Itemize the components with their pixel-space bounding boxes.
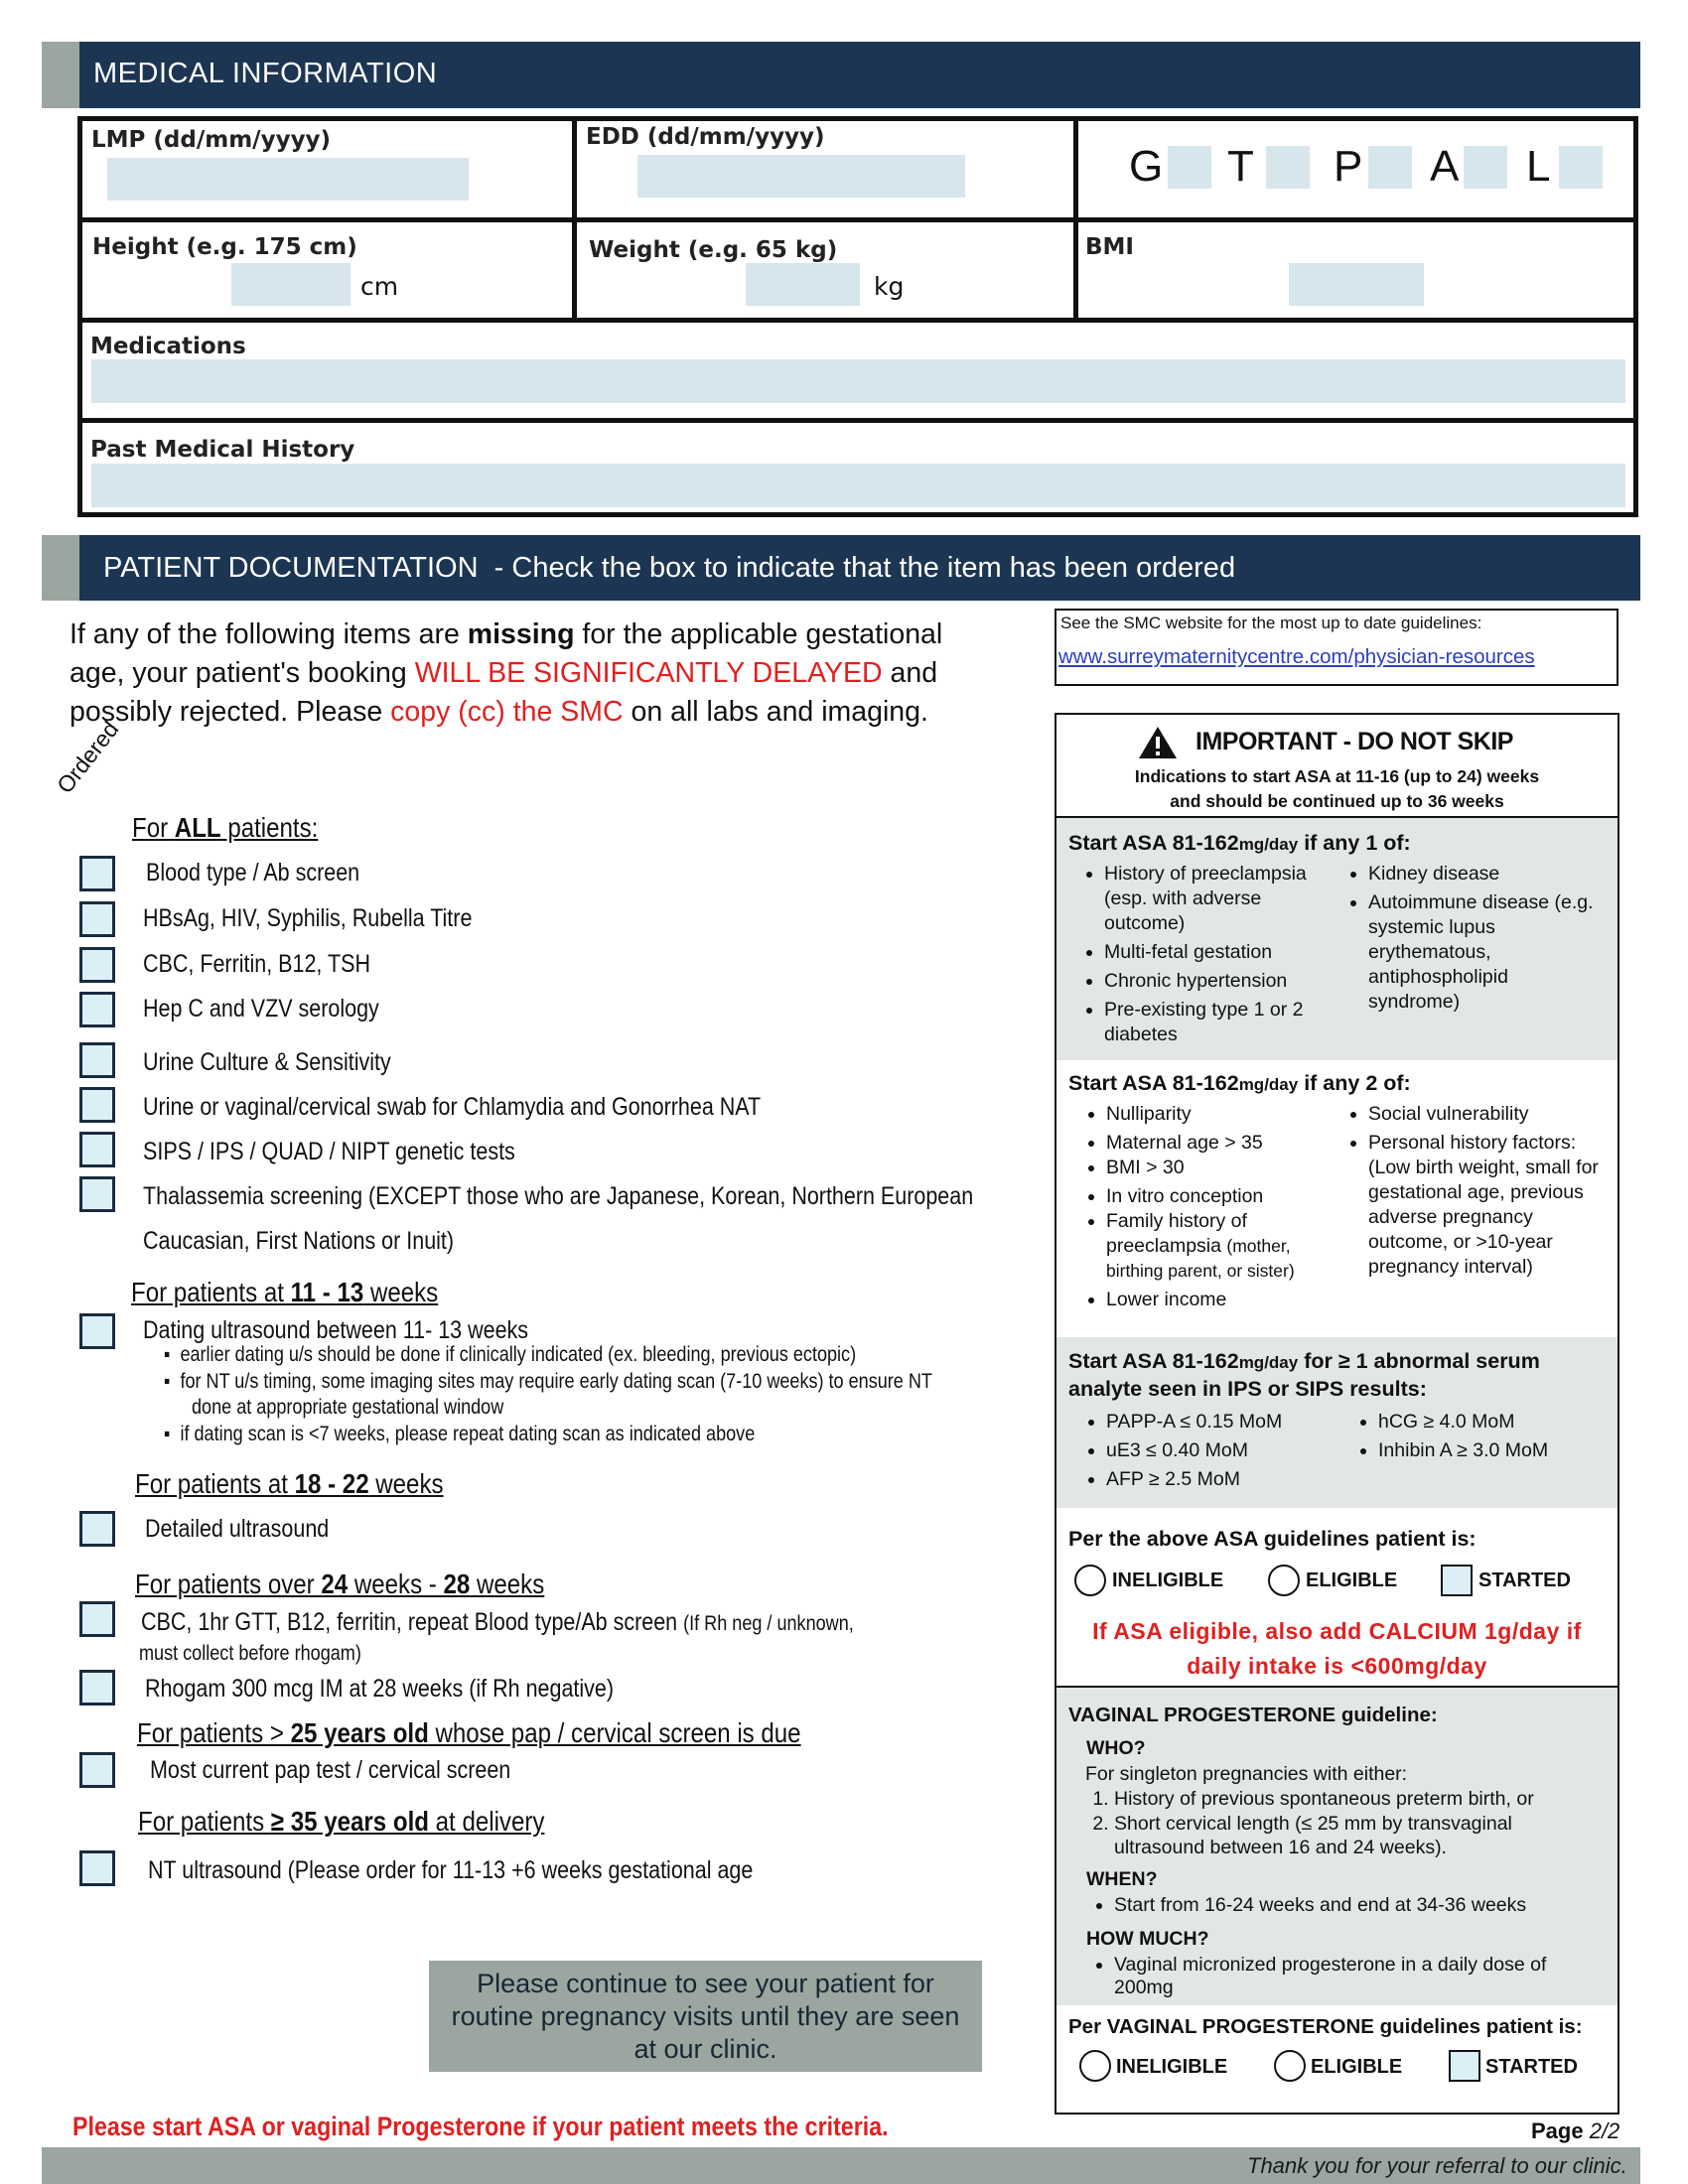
- intro-3c: on all labs and imaging.: [623, 696, 928, 728]
- calcium-note: If ASA eligible, also add CALCIUM 1g/day if daily intake is <600mg/day: [1092, 1618, 1582, 1679]
- list-item: • Kidney disease: [1368, 862, 1605, 887]
- prog-status-title: Per VAGINAL PROGESTERONE guidelines patient is:: [1068, 2015, 1583, 2038]
- asa3-left-list: [1084, 1410, 1342, 1496]
- intro-2b: WILL BE SIGNIFICANTLY DELAYED: [414, 657, 883, 689]
- who-list: [1086, 1787, 1608, 1859]
- list-item: • Autoimmune disease (e.g. systemic lupus erythematous, antiphospholipid syndrome): [1368, 890, 1605, 1015]
- section-all-patients: For ALL patients:: [132, 812, 319, 843]
- medications-input[interactable]: [91, 359, 1625, 403]
- intro-1a: If any of the following items are: [70, 618, 468, 650]
- smc-website-link[interactable]: www.surreymaternitycentre.com/physician-resources: [1058, 645, 1535, 668]
- prog-eligible-radio[interactable]: [1274, 2050, 1306, 2082]
- checkbox-thalassemia[interactable]: [79, 1176, 115, 1212]
- asa-eligible-label: ELIGIBLE: [1306, 1570, 1398, 1591]
- gtpal-p-label: P: [1334, 142, 1363, 191]
- edd-label: EDD (dd/mm/yyyy): [586, 124, 825, 150]
- asa2-left-list: [1084, 1102, 1333, 1316]
- divider: [79, 318, 1636, 323]
- gtpal-a-label: A: [1430, 142, 1460, 191]
- asa2-right-list: [1346, 1102, 1607, 1284]
- checkbox-genetic-tests[interactable]: [79, 1132, 115, 1167]
- divider: [79, 217, 1636, 222]
- weight-unit: kg: [874, 272, 905, 301]
- important-sub2: and should be continued up to 36 weeks: [1170, 791, 1504, 811]
- asa3-title: Start ASA 81-162mg/day for ≥ 1 abnormal serum analyte seen in IPS or SIPS results:: [1068, 1349, 1540, 1401]
- dating-bullet-2: ▪ for NT u/s timing, some imaging sites may require early dating scan (7-10 weeks) to ensure NT: [164, 1370, 932, 1393]
- list-item: • PAPP-A ≤ 0.15 MoM: [1106, 1410, 1342, 1434]
- asa-started-label: STARTED: [1478, 1570, 1571, 1591]
- checkbox-blood-type[interactable]: [79, 856, 115, 891]
- item-pap-test: Most current pap test / cervical screen: [150, 1756, 511, 1784]
- checkbox-urine-culture[interactable]: [79, 1042, 115, 1078]
- list-item: • AFP ≥ 2.5 MoM: [1106, 1467, 1342, 1492]
- gtpal-g-label: G: [1129, 142, 1164, 191]
- list-item: • Inhibin A ≥ 3.0 MoM: [1378, 1438, 1605, 1463]
- item-thalassemia: Thalassemia screening (EXCEPT those who are Japanese, Korean, Northern European: [143, 1182, 974, 1210]
- list-item: • uE3 ≤ 0.40 MoM: [1106, 1438, 1342, 1463]
- section-18-22-weeks: For patients at 18 - 22 weeks: [135, 1468, 444, 1499]
- divider: [1056, 1686, 1618, 1688]
- checkbox-hepc[interactable]: [79, 992, 115, 1027]
- checkbox-rhogam[interactable]: [79, 1670, 115, 1706]
- height-unit: cm: [360, 272, 399, 301]
- prog-started-checkbox[interactable]: [1449, 2050, 1480, 2082]
- lmp-label: LMP (dd/mm/yyyy): [91, 127, 332, 153]
- prog-title: VAGINAL PROGESTERONE guideline:: [1068, 1704, 1438, 1726]
- item-nt-ultrasound: NT ultrasound (Please order for 11-13 +6 weeks gestational age: [148, 1856, 754, 1884]
- intro-2c: and: [882, 657, 938, 689]
- ordered-label: Ordered: [52, 716, 124, 799]
- asa-status-title: Per the above ASA guidelines patient is:: [1068, 1527, 1477, 1551]
- checkbox-cbc[interactable]: [79, 947, 115, 983]
- footer-thanks: Thank you for your referral to our clinic.: [1247, 2153, 1627, 2178]
- list-item: • Family history of preeclampsia (mother, birthing parent, or sister): [1106, 1209, 1333, 1284]
- list-item: 2. Short cervical length (≤ 25 mm by transvaginal ultrasound between 16 and 24 weeks).: [1114, 1812, 1608, 1859]
- checkbox-cbc-gtt[interactable]: [79, 1601, 115, 1637]
- documentation-header-main: PATIENT DOCUMENTATION: [103, 552, 479, 584]
- height-input[interactable]: [231, 263, 351, 306]
- edd-input[interactable]: [637, 155, 965, 198]
- howmuch-list: [1092, 1954, 1589, 2003]
- item-detailed-ultrasound: Detailed ultrasound: [145, 1515, 330, 1543]
- gtpal-t-label: T: [1227, 142, 1254, 191]
- documentation-header-title: [103, 552, 1235, 585]
- divider: [1073, 118, 1078, 319]
- checkbox-dating-ultrasound[interactable]: [79, 1313, 115, 1349]
- bmi-label: BMI: [1085, 234, 1134, 260]
- item-urine-culture: Urine Culture & Sensitivity: [143, 1048, 391, 1076]
- when-label: WHEN?: [1086, 1868, 1158, 1890]
- divider: [79, 418, 1636, 423]
- gtpal-t-input[interactable]: [1266, 146, 1310, 189]
- asa1-left-list: [1082, 862, 1331, 1051]
- lmp-input[interactable]: [107, 158, 469, 201]
- page-number: Page 2/2: [1531, 2118, 1620, 2143]
- gtpal-p-input[interactable]: [1368, 146, 1412, 189]
- weight-input[interactable]: [746, 263, 860, 306]
- important-title: IMPORTANT - DO NOT SKIP: [1196, 728, 1513, 755]
- item-dating-ultrasound: Dating ultrasound between 11- 13 weeks: [143, 1316, 529, 1344]
- intro-3a: possibly rejected. Please: [70, 696, 391, 728]
- asa2-title: Start ASA 81-162mg/day if any 2 of:: [1068, 1071, 1411, 1095]
- asa1-right-list: [1346, 862, 1605, 1019]
- list-item: • Multi-fetal gestation: [1104, 940, 1331, 965]
- item-cbc-gtt: CBC, 1hr GTT, B12, ferritin, repeat Blood type/Ab screen (If Rh neg / unknown,: [141, 1608, 854, 1636]
- checkbox-pap-test[interactable]: [79, 1752, 115, 1788]
- prog-ineligible-label: INELIGIBLE: [1116, 2056, 1228, 2078]
- list-item: • Nulliparity: [1106, 1102, 1333, 1127]
- medical-header-title: MEDICAL INFORMATION: [93, 58, 438, 89]
- documentation-header-note: - Check the box to indicate that the item has been ordered: [493, 552, 1236, 584]
- who-text: For singleton pregnancies with either:: [1085, 1763, 1408, 1785]
- intro-2a: age, your patient's booking: [70, 657, 415, 689]
- pmh-input[interactable]: [91, 464, 1625, 507]
- gtpal-l-label: L: [1526, 142, 1551, 191]
- intro-1b: missing: [467, 618, 575, 650]
- list-item: • Personal history factors: (Low birth weight, small for gestational age, previous adverse pregnancy outcome, or >10-year pregnancy interval): [1368, 1131, 1607, 1280]
- list-item: 1. History of previous spontaneous preterm birth, or: [1114, 1787, 1608, 1812]
- asa-ineligible-radio[interactable]: [1074, 1565, 1106, 1596]
- section-11-13-weeks: For patients at 11 - 13 weeks: [131, 1277, 439, 1307]
- list-item: • In vitro conception: [1106, 1184, 1333, 1209]
- bottom-warning: Please start ASA or vaginal Progesterone if your patient meets the criteria.: [72, 2112, 889, 2141]
- when-list: [1092, 1893, 1609, 1922]
- asa-eligible-radio[interactable]: [1268, 1565, 1300, 1596]
- checkbox-hbsag[interactable]: [79, 901, 115, 937]
- asa1-title: Start ASA 81-162mg/day if any 1 of:: [1068, 831, 1411, 855]
- item-chlamydia: Urine or vaginal/cervical swab for Chlamydia and Gonorrhea NAT: [143, 1093, 762, 1121]
- prog-eligible-label: ELIGIBLE: [1311, 2056, 1403, 2078]
- item-genetic-tests: SIPS / IPS / QUAD / NIPT genetic tests: [143, 1138, 515, 1165]
- item-cbc-gtt-cont: must collect before rhogam): [139, 1642, 361, 1665]
- list-item: • Social vulnerability: [1368, 1102, 1607, 1127]
- list-item: • Pre-existing type 1 or 2 diabetes: [1104, 998, 1331, 1047]
- section-over-25: For patients > 25 years old whose pap / cervical screen is due: [137, 1717, 801, 1748]
- checkbox-detailed-ultrasound[interactable]: [79, 1511, 115, 1547]
- list-item: • History of preeclampsia (esp. with adverse outcome): [1104, 862, 1331, 936]
- item-cbc: CBC, Ferritin, B12, TSH: [143, 950, 371, 978]
- list-item: • Lower income: [1106, 1288, 1333, 1312]
- divider: [572, 118, 577, 319]
- asa-started-checkbox[interactable]: [1441, 1565, 1473, 1596]
- checkbox-chlamydia[interactable]: [79, 1087, 115, 1123]
- continue-note-text: Please continue to see your patient for routine pregnancy visits until they are seen at our clinic.: [451, 1969, 960, 2064]
- prog-ineligible-radio[interactable]: [1079, 2050, 1111, 2082]
- list-item: • Start from 16-24 weeks and end at 34-36 weeks: [1114, 1893, 1609, 1918]
- asa-ineligible-label: INELIGIBLE: [1112, 1570, 1224, 1591]
- section-over-35: For patients ≥ 35 years old at delivery: [138, 1806, 545, 1837]
- weight-label: Weight (e.g. 65 kg): [589, 237, 838, 263]
- warning-icon: [1138, 726, 1178, 759]
- medications-label: Medications: [90, 334, 246, 359]
- asa3-right-list: [1356, 1410, 1605, 1467]
- list-item: • Maternal age > 35: [1106, 1131, 1333, 1156]
- intro-3b: copy (cc) the SMC: [390, 696, 624, 728]
- section-24-28-weeks: For patients over 24 weeks - 28 weeks: [135, 1569, 545, 1599]
- intro-text: [70, 615, 942, 732]
- checkbox-nt-ultrasound[interactable]: [79, 1850, 115, 1886]
- intro-1c: for the applicable gestational: [574, 618, 943, 650]
- documentation-header-accent: [42, 535, 79, 601]
- dating-bullet-3: ▪ if dating scan is <7 weeks, please repeat dating scan as indicated above: [164, 1423, 756, 1445]
- important-sub1: Indications to start ASA at 11-16 (up to 24) weeks: [1134, 766, 1540, 786]
- who-label: WHO?: [1086, 1737, 1146, 1759]
- dating-bullet-1: ▪ earlier dating u/s should be done if clinically indicated (ex. bleeding, previous ectopic): [164, 1343, 857, 1366]
- list-item: • BMI > 30: [1106, 1156, 1333, 1180]
- medical-header-accent: [42, 42, 79, 108]
- item-hepc: Hep C and VZV serology: [143, 995, 379, 1023]
- smc-website-note: See the SMC website for the most up to date guidelines:: [1060, 614, 1482, 632]
- gtpal-l-input[interactable]: [1559, 146, 1603, 189]
- pmh-label: Past Medical History: [90, 437, 355, 463]
- gtpal-a-input[interactable]: [1464, 146, 1507, 189]
- item-blood-type: Blood type / Ab screen: [146, 859, 360, 887]
- bmi-input[interactable]: [1289, 263, 1424, 306]
- howmuch-label: HOW MUCH?: [1086, 1928, 1209, 1950]
- list-item: • Chronic hypertension: [1104, 969, 1331, 994]
- item-thalassemia-cont: Caucasian, First Nations or Inuit): [143, 1227, 455, 1255]
- dating-bullet-2-cont: done at appropriate gestational window: [192, 1396, 504, 1419]
- gtpal-g-input[interactable]: [1168, 146, 1211, 189]
- divider: [1056, 816, 1618, 818]
- item-rhogam: Rhogam 300 mcg IM at 28 weeks (if Rh negative): [145, 1675, 615, 1703]
- height-label: Height (e.g. 175 cm): [92, 234, 357, 260]
- item-hbsag: HBsAg, HIV, Syphilis, Rubella Titre: [143, 904, 473, 932]
- prog-started-label: STARTED: [1485, 2056, 1578, 2078]
- list-item: • Vaginal micronized progesterone in a daily dose of 200mg: [1114, 1954, 1589, 1999]
- list-item: • hCG ≥ 4.0 MoM: [1378, 1410, 1605, 1434]
